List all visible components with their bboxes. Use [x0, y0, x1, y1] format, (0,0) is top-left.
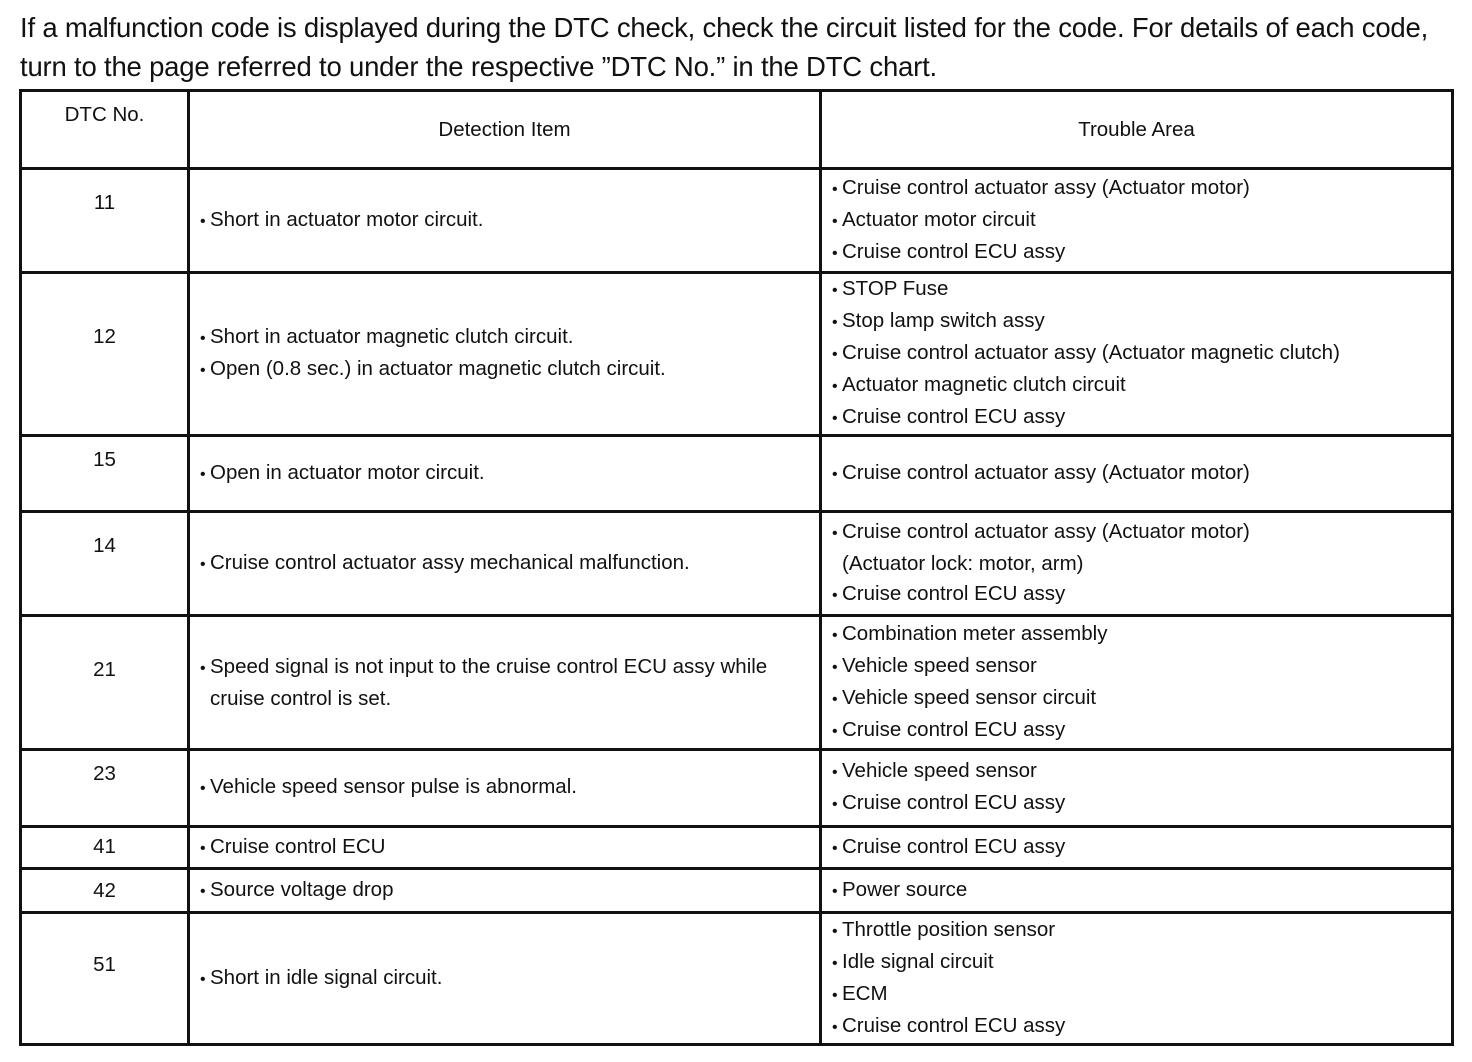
trouble-cell [821, 913, 1453, 1045]
header-detection-item: Detection Item [189, 91, 821, 169]
table-row [21, 436, 1453, 512]
detection-cell [189, 169, 821, 273]
dtc-code: 51 [21, 913, 189, 1045]
detection-cell [189, 616, 821, 750]
trouble-line: • Cruise control ECU assy [832, 788, 1445, 820]
table-header-row [21, 91, 1453, 169]
dtc-code: 41 [21, 827, 189, 869]
trouble-line: • Cruise control ECU assy [832, 832, 1445, 864]
trouble-cell [821, 169, 1453, 273]
detection-cell [189, 273, 821, 436]
detection-cell [189, 827, 821, 869]
detection-line: • Open in actuator motor circuit. [200, 458, 809, 490]
trouble-line: • Throttle position sensor [832, 915, 1445, 947]
detection-line: • Cruise control ECU [200, 832, 809, 864]
trouble-line: • Actuator magnetic clutch circuit [832, 370, 1445, 402]
trouble-line: • Cruise control actuator assy (Actuator motor) [832, 458, 1445, 490]
table-row [21, 913, 1453, 1045]
dtc-code: 15 [21, 436, 189, 512]
intro-paragraph: If a malfunction code is displayed during the DTC check, check the circuit listed for the code. For details of each code, turn to the page referred to under the respective ”DTC No.” in the DTC chart. [20, 12, 1429, 82]
dtc-code: 21 [21, 616, 189, 750]
trouble-line-continuation: (Actuator lock: motor, arm) [842, 551, 1084, 575]
trouble-line: • Combination meter assembly [832, 619, 1445, 651]
table-row [21, 869, 1453, 913]
trouble-line: • Idle signal circuit [832, 947, 1445, 979]
trouble-line: • Cruise control actuator assy (Actuator magnetic clutch) [832, 338, 1445, 370]
detection-cell [189, 512, 821, 616]
trouble-line: • Cruise control actuator assy (Actuator motor) [832, 517, 1445, 549]
trouble-cell [821, 869, 1453, 913]
detection-line: • Open (0.8 sec.) in actuator magnetic clutch circuit. [200, 354, 809, 386]
trouble-line: • Stop lamp switch assy [832, 306, 1445, 338]
trouble-line: • Actuator motor circuit [832, 205, 1445, 237]
header-trouble-area: Trouble Area [821, 91, 1453, 169]
trouble-cell [821, 436, 1453, 512]
detection-line: • Speed signal is not input to the cruise control ECU assy while [200, 652, 809, 684]
trouble-cell [821, 512, 1453, 616]
trouble-line: • Cruise control ECU assy [832, 237, 1445, 269]
dtc-code: 11 [21, 169, 189, 273]
trouble-cell [821, 616, 1453, 750]
detection-line: • Short in idle signal circuit. [200, 963, 809, 995]
header-dtc-no: DTC No. [21, 91, 189, 169]
trouble-cell [821, 827, 1453, 869]
dtc-code: 42 [21, 869, 189, 913]
trouble-line: • Cruise control ECU assy [832, 715, 1445, 747]
table-row [21, 750, 1453, 827]
dtc-code: 14 [21, 512, 189, 616]
trouble-line: • Vehicle speed sensor circuit [832, 683, 1445, 715]
detection-line: • Vehicle speed sensor pulse is abnormal. [200, 772, 809, 804]
detection-cell [189, 869, 821, 913]
trouble-line: • Vehicle speed sensor [832, 756, 1445, 788]
trouble-line: • STOP Fuse [832, 274, 1445, 306]
detection-line: • Source voltage drop [200, 875, 809, 907]
table-row [21, 616, 1453, 750]
trouble-cell [821, 273, 1453, 436]
dtc-code: 12 [21, 273, 189, 436]
trouble-line: • Cruise control actuator assy (Actuator motor) [832, 173, 1445, 205]
detection-line: • Short in actuator magnetic clutch circuit. [200, 322, 809, 354]
detection-cell [189, 913, 821, 1045]
table-row [21, 169, 1453, 273]
trouble-line: • Vehicle speed sensor [832, 651, 1445, 683]
dtc-code: 23 [21, 750, 189, 827]
trouble-line: • Cruise control ECU assy [832, 402, 1445, 434]
dtc-chart-table [19, 89, 1454, 1046]
table-row [21, 827, 1453, 869]
trouble-line: • Cruise control ECU assy [832, 1011, 1445, 1043]
trouble-line: • Cruise control ECU assy [832, 579, 1445, 611]
detection-cell [189, 436, 821, 512]
table-row [21, 273, 1453, 436]
detection-line: • Cruise control actuator assy mechanical malfunction. [200, 548, 809, 580]
trouble-cell [821, 750, 1453, 827]
table-row [21, 512, 1453, 616]
detection-line-continuation: cruise control is set. [210, 686, 392, 710]
trouble-line: • ECM [832, 979, 1445, 1011]
detection-cell [189, 750, 821, 827]
detection-line: • Short in actuator motor circuit. [200, 205, 809, 237]
trouble-line: • Power source [832, 875, 1445, 907]
